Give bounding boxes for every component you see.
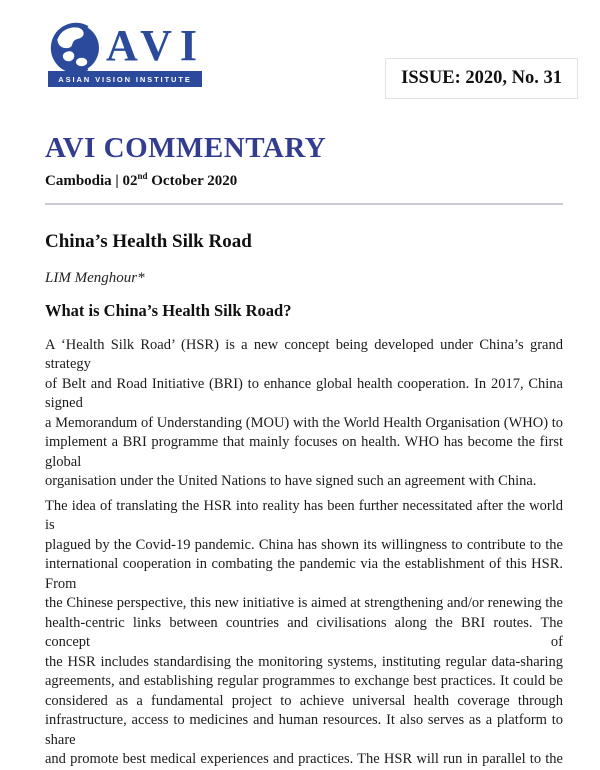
body-line: and promote best medical experiences and practices. The HSR will run in parallel to the: [45, 751, 563, 768]
body-line: The idea of translating the HSR into reality has been further necessitated after the world is: [45, 497, 563, 534]
issue-box: [385, 58, 578, 99]
header-divider: [45, 203, 563, 205]
avi-logo: [48, 20, 204, 87]
body-line: implement a BRI programme that mainly focuses on health. WHO has become the first global: [45, 434, 563, 470]
body-line: the Chinese perspective, this new initiative is aimed at strengthening and/or renewing the: [45, 595, 563, 612]
body-line: organisation under the United Nations to have signed such an agreement with China.: [45, 473, 537, 490]
body-line: A ‘Health Silk Road’ (HSR) is a new concept being developed under China’s grand strategy: [45, 336, 563, 373]
body-line: plagued by the Covid-19 pandemic. China has shown its willingness to contribute to the: [45, 536, 563, 553]
issue-label: ISSUE: 2020, No. 31: [401, 68, 562, 88]
avi-logo-top: [48, 20, 204, 70]
section-heading: What is China’s Health Silk Road?: [45, 300, 292, 320]
paragraph-1: [45, 336, 563, 492]
content-area: [0, 134, 600, 770]
body-line: infrastructure, access to medicines and human resources. It also serves as a platform to share: [45, 712, 563, 748]
commentary-title: AVI COMMENTARY: [45, 132, 327, 164]
body-line: considered as a fundamental project to achieve universal health coverage through: [45, 692, 563, 709]
dateline: [45, 173, 563, 190]
body-line: agreements, and establishing regular programmes to exchange best practices. It could be: [45, 673, 563, 690]
logo-acronym: AVI: [106, 21, 206, 70]
body-line: the HSR includes standardising the monitoring systems, instituting regular data-sharing: [45, 653, 563, 670]
body-line: a Memorandum of Understanding (MOU) with the World Health Organisation (WHO) to: [45, 414, 563, 431]
article-title: China’s Health Silk Road: [45, 231, 252, 252]
dateline-prefix: Cambodia | 02: [45, 173, 138, 189]
paragraph-2: [45, 497, 563, 770]
logo-tagline: ASIAN VISION INSTITUTE: [58, 74, 192, 84]
dateline-ordinal: nd: [137, 171, 148, 181]
document-page: [0, 20, 600, 768]
masthead: [0, 20, 600, 112]
globe-asia-icon: [48, 20, 104, 76]
dateline-suffix: October 2020: [147, 173, 238, 189]
body-line: international cooperation in combating the pandemic via the establishment of this HSR. From: [45, 556, 563, 592]
body-line: health-centric links between countries and civilisations along the BRI routes. The concept of: [45, 614, 563, 651]
article-author: LIM Menghour*: [45, 269, 145, 286]
body-line: of Belt and Road Initiative (BRI) to enhance global health cooperation. In 2017, China signed: [45, 375, 563, 412]
